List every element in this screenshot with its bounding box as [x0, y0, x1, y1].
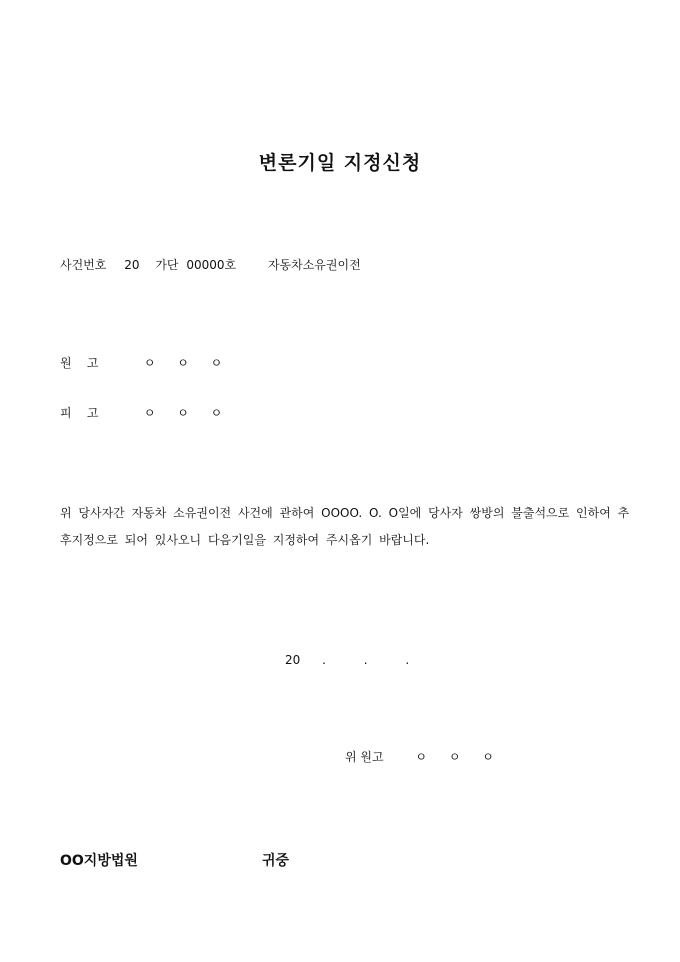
- defendant-label: 피 고: [60, 406, 99, 420]
- date-month-dot: .: [322, 653, 326, 667]
- case-label: 사건번호: [60, 258, 107, 272]
- request-body: 위 당사자간 자동차 소유권이전 사건에 관하여 OOOO. O. O일에 당사자 쌍방의 불출석으로 인하여 추후지정으로 되어 있사오니 다음기일을 지정하여 주시옵기 바랍니다.: [60, 506, 630, 547]
- defendant-name: ㅇ ㅇ ㅇ: [143, 406, 223, 420]
- plaintiff-row: [60, 354, 222, 371]
- date-end-dot: .: [405, 653, 410, 667]
- date-row: [285, 653, 409, 667]
- signature-label: 위 원고: [345, 750, 384, 764]
- document-title: 변론기일 지정신청: [258, 152, 422, 174]
- signature-row: [345, 748, 494, 765]
- defendant-row: [60, 404, 222, 421]
- plaintiff-name: ㅇ ㅇ ㅇ: [143, 356, 223, 370]
- court-name: OO지방법원: [60, 853, 138, 869]
- date-day-dot: .: [363, 653, 368, 667]
- signature-name: ㅇ ㅇ ㅇ: [415, 750, 494, 764]
- case-number-row: [60, 256, 361, 273]
- case-name: 자동차소유권이전: [267, 258, 361, 272]
- case-year: 20: [124, 258, 140, 272]
- plaintiff-label: 원 고: [60, 356, 99, 370]
- case-number: 00000호: [186, 258, 237, 272]
- court-suffix: 귀중: [262, 853, 290, 869]
- case-type: 가단: [155, 258, 179, 272]
- date-year: 20: [285, 653, 301, 667]
